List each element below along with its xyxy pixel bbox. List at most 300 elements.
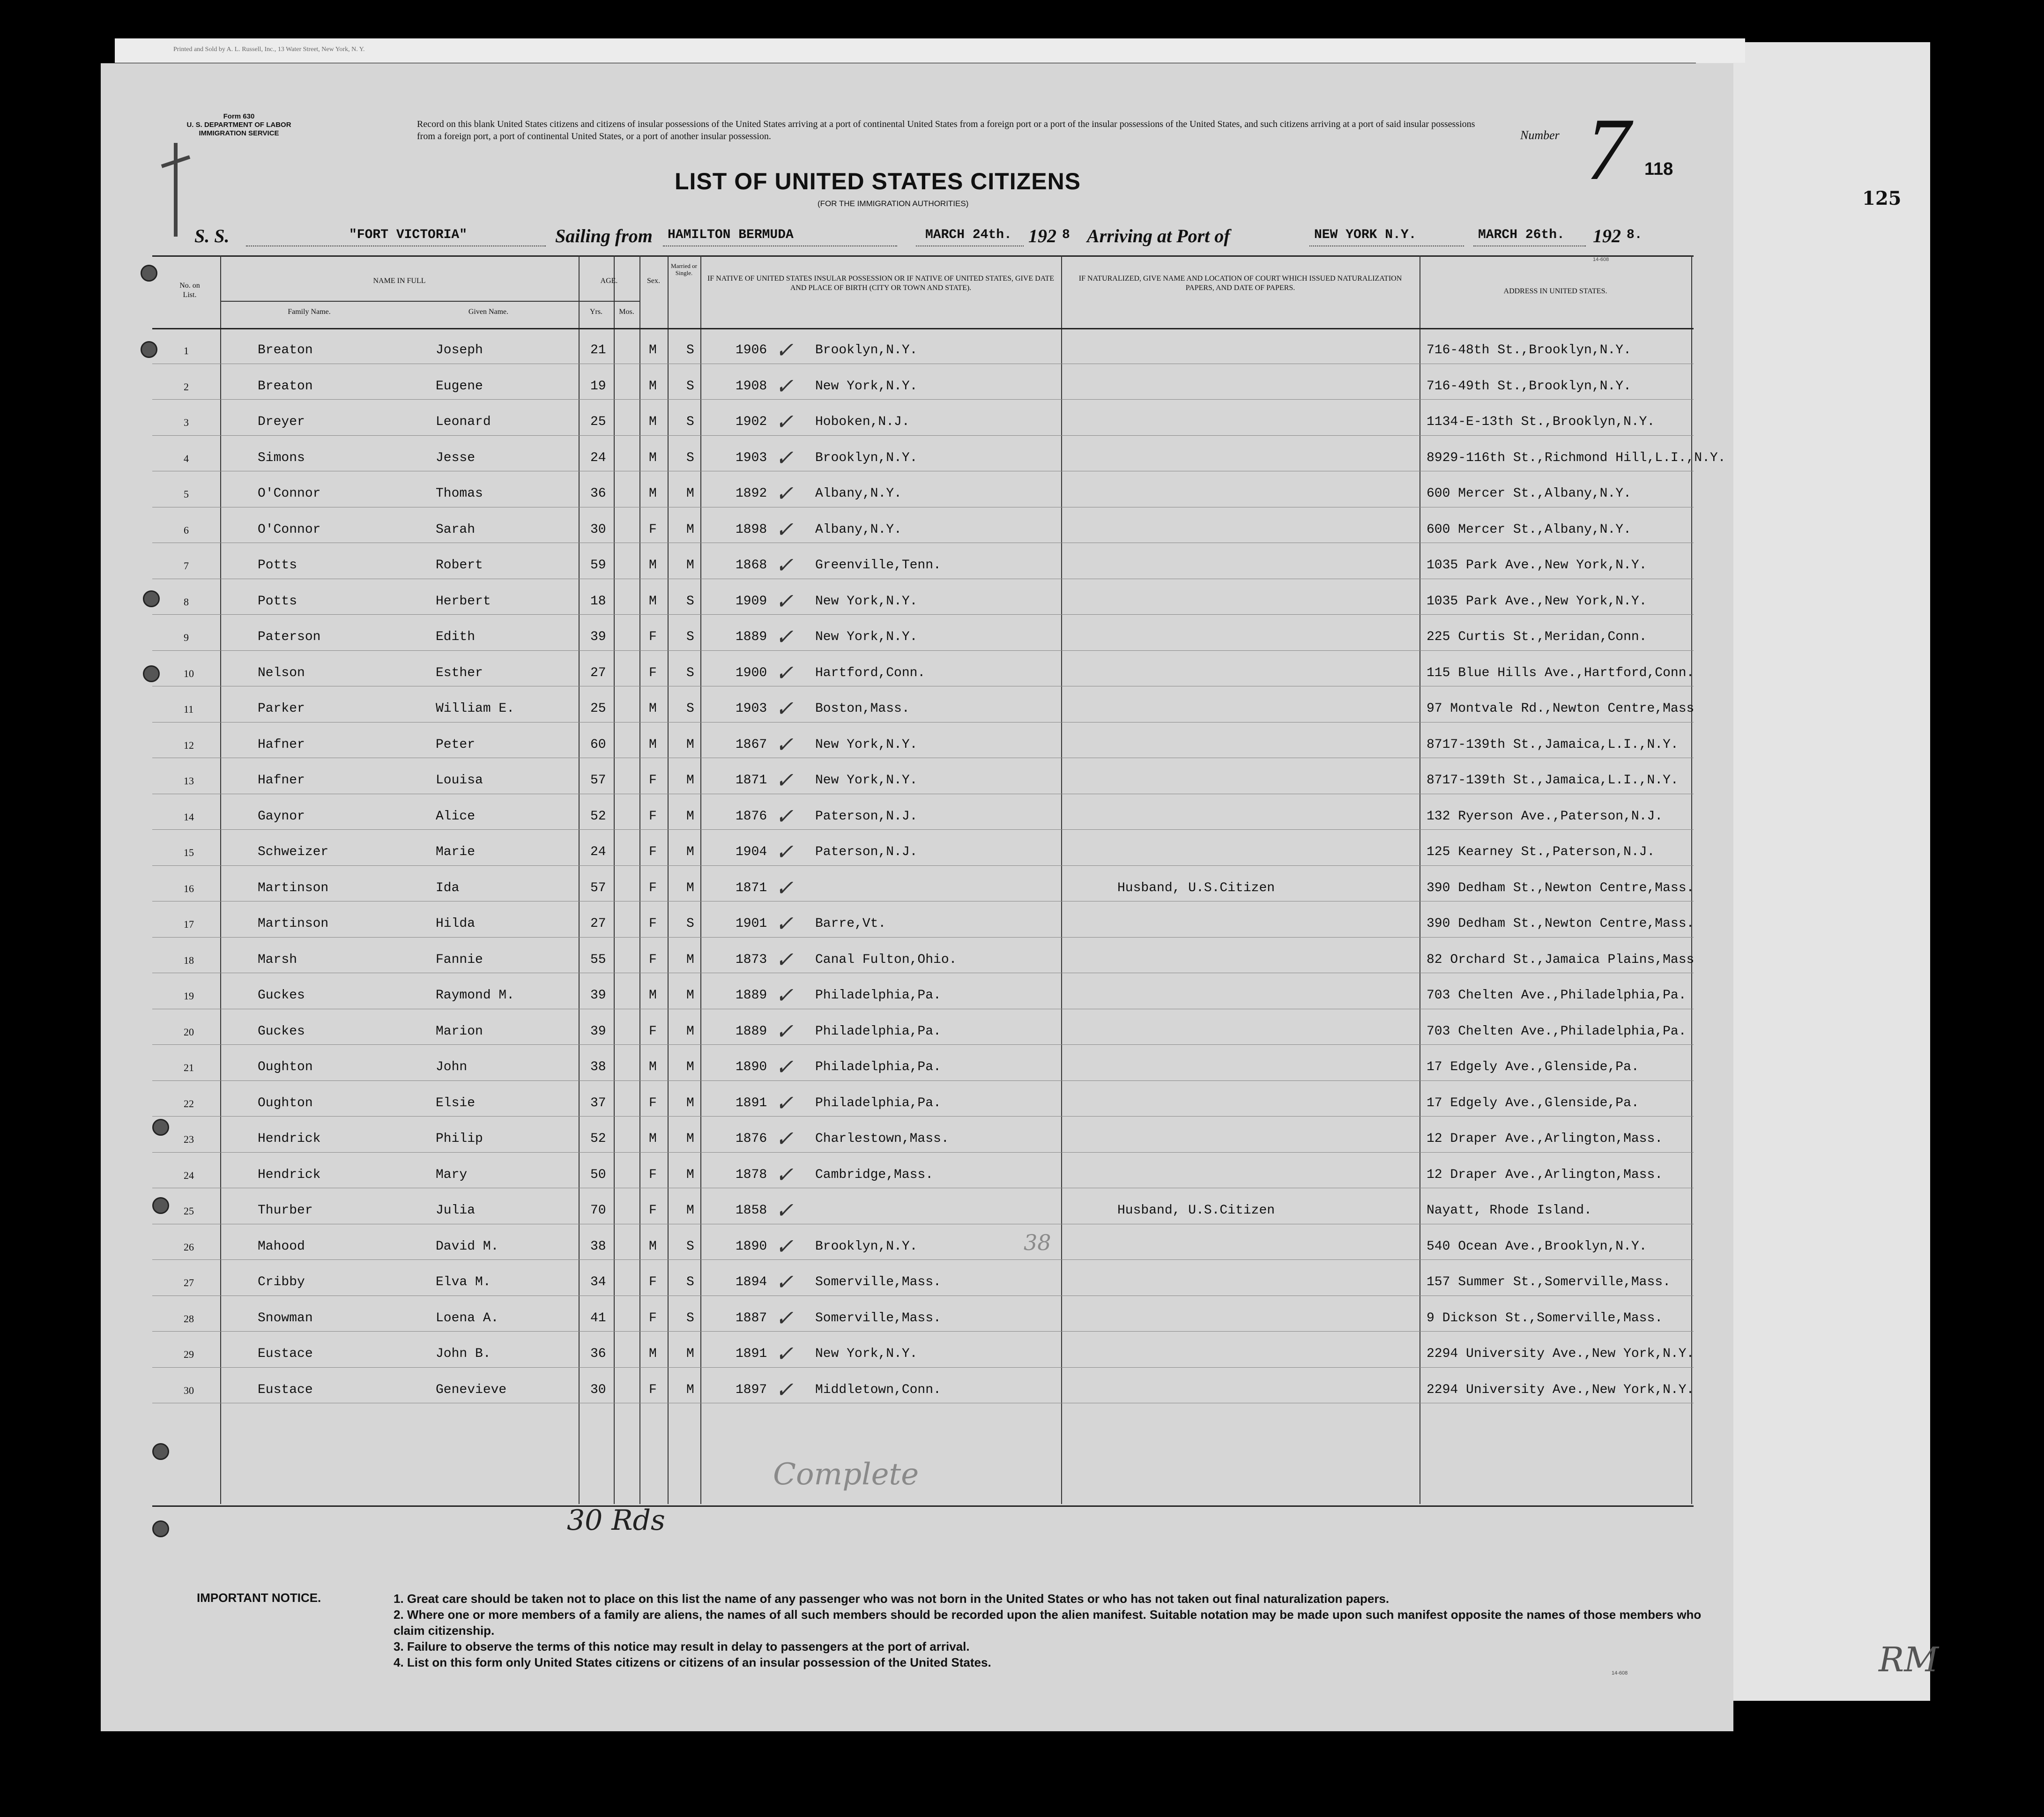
cell-place: New York,N.Y. — [815, 630, 918, 644]
cell-age: 36 — [590, 1347, 606, 1361]
checkmark-icon: ✓ — [775, 445, 794, 470]
cell-sex: M — [649, 379, 657, 394]
punch-hole-icon — [143, 590, 160, 607]
list-page-number: 118 — [1644, 159, 1673, 179]
col-header-yrs: Yrs. — [589, 308, 603, 316]
cell-place: Paterson,N.J. — [815, 809, 918, 824]
cell-age: 27 — [590, 665, 606, 680]
col-header-married: Married or Single. — [671, 262, 697, 276]
cell-no: 2 — [184, 380, 189, 393]
arriving-label: Arriving at Port of — [1087, 225, 1230, 246]
col-header-no: No. on List. — [179, 282, 200, 299]
cell-age: 38 — [590, 1060, 606, 1074]
cell-ms: M — [686, 486, 694, 501]
cell-address: 132 Ryerson Ave.,Paterson,N.J. — [1427, 809, 1663, 824]
table-row — [152, 1081, 1694, 1117]
cell-no: 15 — [184, 847, 194, 858]
cell-age: 34 — [590, 1275, 606, 1289]
cell-given: Sarah — [436, 522, 476, 537]
cell-family: Schweizer — [258, 845, 329, 859]
cell-address: 17 Edgely Ave.,Glenside,Pa. — [1427, 1060, 1639, 1074]
cell-sex: F — [649, 665, 657, 680]
cell-family: Guckes — [258, 1024, 305, 1039]
initials-note: RM — [1879, 1640, 1939, 1679]
table-row — [152, 973, 1694, 1009]
checkmark-icon: ✓ — [775, 731, 794, 757]
cell-year: 1904 — [736, 845, 767, 859]
cell-place: Greenville,Tenn. — [815, 558, 941, 573]
printer-line: Printed and Sold by A. L. Russell, Inc., 13 Water Street, New York, N. Y. — [173, 46, 365, 53]
cell-no: 22 — [184, 1097, 194, 1110]
cell-year: 1890 — [736, 1060, 767, 1074]
department: U. S. DEPARTMENT OF LABOR — [186, 121, 291, 129]
cell-age: 60 — [590, 737, 606, 752]
cell-place: New York,N.Y. — [815, 737, 918, 752]
cell-year: 1871 — [736, 880, 767, 895]
cell-no: 25 — [184, 1205, 194, 1217]
checkmark-icon: ✓ — [775, 1162, 794, 1187]
table-row — [152, 1117, 1694, 1153]
checkmark-icon: ✓ — [775, 552, 794, 578]
cell-sex: F — [649, 845, 657, 859]
cell-no: 18 — [184, 954, 194, 966]
cell-no: 17 — [184, 918, 194, 930]
table-row — [152, 722, 1694, 759]
cell-ms: S — [686, 450, 694, 465]
table-row — [152, 436, 1726, 472]
cell-no: 9 — [184, 632, 189, 643]
cell-year: 1900 — [736, 665, 767, 680]
cell-given: John B. — [436, 1347, 491, 1361]
cell-no: 30 — [184, 1384, 194, 1396]
table-row — [152, 1332, 1694, 1368]
cell-given: Edith — [436, 630, 476, 644]
cell-given: Eugene — [436, 379, 483, 394]
checkmark-icon: ✓ — [775, 337, 794, 363]
cell-sex: M — [649, 701, 657, 716]
cell-family: Martinson — [258, 880, 329, 895]
checkmark-icon: ✓ — [775, 946, 794, 972]
cell-place: Somerville,Mass. — [815, 1275, 941, 1289]
form-identifier — [150, 112, 328, 138]
cell-age: 57 — [590, 880, 606, 895]
cell-year: 1876 — [736, 1132, 767, 1146]
cell-sex: M — [649, 737, 657, 752]
table-row — [152, 579, 1694, 615]
cell-place: New York,N.Y. — [815, 379, 918, 394]
checkmark-icon: ✓ — [775, 1341, 794, 1366]
checkmark-icon: ✓ — [775, 624, 794, 649]
margin-note: 38 — [1024, 1230, 1051, 1255]
checkmark-icon: ✓ — [775, 1377, 794, 1402]
cell-address: 1035 Park Ave.,New York,N.Y. — [1427, 594, 1647, 609]
cell-age: 37 — [590, 1095, 606, 1110]
table-row — [152, 400, 1694, 436]
cell-age: 39 — [590, 988, 606, 1003]
cell-age: 19 — [590, 379, 606, 394]
cell-ms: M — [686, 845, 694, 859]
cell-sex: F — [649, 1275, 657, 1289]
col-header-family: Family Name. — [288, 308, 331, 316]
number-value: 7 — [1586, 100, 1630, 199]
cell-place: Hoboken,N.J. — [815, 415, 910, 429]
cell-place: Philadelphia,Pa. — [815, 1024, 941, 1039]
cell-given: Philip — [436, 1132, 483, 1146]
col-header-naturalized: IF NATURALIZED, GIVE NAME AND LOCATION OF COURT WHICH ISSUED NATURALIZATION PAPERS, AND DATE OF PAPERS. — [1078, 275, 1402, 292]
table-row — [152, 686, 1694, 722]
cell-ms: S — [686, 415, 694, 429]
cell-year: 1889 — [736, 988, 767, 1003]
cell-ms: S — [686, 594, 694, 609]
table-row — [152, 615, 1694, 651]
year-suffix-2: 8. — [1627, 228, 1643, 242]
cell-place: Philadelphia,Pa. — [815, 1095, 941, 1110]
cell-age: 24 — [590, 845, 606, 859]
cell-family: Mahood — [258, 1239, 305, 1254]
checkmark-icon: ✓ — [775, 1018, 794, 1044]
cell-age: 39 — [590, 1024, 606, 1039]
cell-naturalized: Husband, U.S.Citizen — [1117, 880, 1275, 895]
cell-given: Louisa — [436, 773, 483, 788]
cell-place: Brooklyn,N.Y. — [815, 343, 918, 357]
checkmark-icon: ✓ — [775, 911, 794, 936]
cell-age: 41 — [590, 1311, 606, 1326]
cell-address: 703 Chelten Ave.,Philadelphia,Pa. — [1427, 988, 1687, 1003]
cell-family: Hendrick — [258, 1167, 321, 1182]
cell-given: Hilda — [436, 916, 476, 931]
cell-no: 5 — [184, 488, 189, 500]
cell-no: 3 — [184, 417, 189, 428]
cell-address: 12 Draper Ave.,Arlington,Mass. — [1427, 1132, 1663, 1146]
notice-item: 4. List on this form only United States citizens or citizens of an insular possession of the United States. — [394, 1655, 991, 1669]
table-row — [152, 1188, 1694, 1224]
cell-ms: S — [686, 701, 694, 716]
cell-sex: F — [649, 773, 657, 788]
cell-year: 1891 — [736, 1095, 767, 1110]
cell-ms: S — [686, 379, 694, 394]
cell-family: Martinson — [258, 916, 329, 931]
cell-age: 52 — [590, 1132, 606, 1146]
table-row — [152, 1224, 1694, 1260]
cell-year: 1871 — [736, 773, 767, 788]
notice-heading: IMPORTANT NOTICE. — [197, 1591, 321, 1605]
ship-name: "FORT VICTORIA" — [349, 228, 468, 242]
cell-address: 82 Orchard St.,Jamaica Plains,Mass — [1427, 952, 1695, 967]
cell-address: 1035 Park Ave.,New York,N.Y. — [1427, 558, 1647, 573]
cell-family: Dreyer — [258, 415, 305, 429]
cell-given: David M. — [436, 1239, 499, 1254]
cell-family: Simons — [258, 450, 305, 465]
cell-sex: M — [649, 1060, 657, 1074]
cell-address: 8717-139th St.,Jamaica,L.I.,N.Y. — [1427, 737, 1679, 752]
cell-age: 27 — [590, 916, 606, 931]
cell-given: Joseph — [436, 343, 483, 357]
form-number: Form 630 — [223, 112, 255, 120]
year-prefix-2: 192 — [1593, 225, 1621, 246]
service: IMMIGRATION SERVICE — [199, 129, 279, 137]
cell-no: 24 — [184, 1169, 194, 1181]
cell-year: 1887 — [736, 1311, 767, 1326]
cell-age: 18 — [590, 594, 606, 609]
cell-family: Thurber — [258, 1203, 313, 1218]
cell-year: 1894 — [736, 1275, 767, 1289]
cell-ms: M — [686, 809, 694, 824]
arrival-date: MARCH 26th. — [1478, 228, 1565, 242]
arrival-port: NEW YORK N.Y. — [1314, 228, 1417, 242]
checkmark-icon: ✓ — [775, 516, 794, 542]
cell-ms: M — [686, 1060, 694, 1074]
table-row — [152, 1368, 1694, 1404]
cell-no: 4 — [184, 452, 189, 464]
cell-year: 1873 — [736, 952, 767, 967]
checkmark-icon: ✓ — [775, 803, 794, 829]
cell-address: 12 Draper Ave.,Arlington,Mass. — [1427, 1167, 1663, 1182]
cell-family: Paterson — [258, 630, 321, 644]
cell-sex: F — [649, 522, 657, 537]
cell-sex: F — [649, 1095, 657, 1110]
cell-no: 29 — [184, 1348, 194, 1360]
cell-family: Eustace — [258, 1347, 313, 1361]
cell-given: John — [436, 1060, 468, 1074]
cell-place: New York,N.Y. — [815, 1347, 918, 1361]
cell-family: O'Connor — [258, 522, 321, 537]
checkmark-icon: ✓ — [775, 481, 794, 506]
cell-address: 2294 University Ave.,New York,N.Y. — [1427, 1382, 1695, 1397]
cell-family: Nelson — [258, 665, 305, 680]
cell-sex: M — [649, 1239, 657, 1254]
cell-sex: M — [649, 415, 657, 429]
cell-address: 17 Edgely Ave.,Glenside,Pa. — [1427, 1095, 1639, 1110]
cell-place: Brooklyn,N.Y. — [815, 450, 918, 465]
cell-age: 39 — [590, 630, 606, 644]
cell-no: 7 — [184, 560, 189, 572]
cell-year: 1903 — [736, 701, 767, 716]
cell-address: 716-48th St.,Brooklyn,N.Y. — [1427, 343, 1631, 357]
cell-family: Potts — [258, 558, 297, 573]
cell-year: 1890 — [736, 1239, 767, 1254]
checkmark-icon: ✓ — [775, 660, 794, 685]
cell-family: Oughton — [258, 1060, 313, 1074]
table-row — [152, 1009, 1694, 1045]
checkmark-icon: ✓ — [775, 409, 794, 434]
cell-sex: M — [649, 1132, 657, 1146]
cell-year: 1889 — [736, 630, 767, 644]
cell-address: 225 Curtis St.,Meridan,Conn. — [1427, 630, 1647, 644]
cell-sex: M — [649, 988, 657, 1003]
cell-given: Peter — [436, 737, 476, 752]
cell-address: 716-49th St.,Brooklyn,N.Y. — [1427, 379, 1631, 394]
cell-sex: M — [649, 1347, 657, 1361]
cell-ms: S — [686, 630, 694, 644]
cell-given: Loena A. — [436, 1311, 499, 1326]
cell-address: 600 Mercer St.,Albany,N.Y. — [1427, 486, 1631, 501]
col-header-address: ADDRESS IN UNITED STATES. — [1503, 287, 1607, 295]
cell-sex: M — [649, 450, 657, 465]
table-row — [152, 866, 1694, 902]
ss-label: S. S. — [194, 225, 230, 246]
cell-year: 1902 — [736, 415, 767, 429]
table-row — [152, 651, 1694, 687]
cell-ms: M — [686, 1024, 694, 1039]
cell-ms: M — [686, 1347, 694, 1361]
cell-sex: F — [649, 630, 657, 644]
checkmark-icon: ✓ — [775, 983, 794, 1008]
cell-place: New York,N.Y. — [815, 594, 918, 609]
checkmark-icon: ✓ — [775, 1269, 794, 1295]
cell-age: 57 — [590, 773, 606, 788]
cell-year: 1889 — [736, 1024, 767, 1039]
cell-given: Ida — [436, 880, 460, 895]
cell-sex: F — [649, 809, 657, 824]
cell-no: 23 — [184, 1133, 194, 1145]
cell-year: 1858 — [736, 1203, 767, 1218]
cell-age: 36 — [590, 486, 606, 501]
checkmark-icon: ✓ — [775, 1126, 794, 1151]
cell-family: Breaton — [258, 379, 313, 394]
cell-age: 30 — [590, 1382, 606, 1397]
cell-given: Alice — [436, 809, 476, 824]
year-prefix-1: 192 — [1028, 225, 1056, 246]
page-title: LIST OF UNITED STATES CITIZENS — [675, 168, 1081, 194]
cell-ms: M — [686, 737, 694, 752]
signature-note: Complete — [773, 1457, 919, 1492]
cell-age: 59 — [590, 558, 606, 573]
cell-place: Boston,Mass. — [815, 701, 910, 716]
punch-hole-icon — [152, 1197, 169, 1214]
cell-naturalized: Husband, U.S.Citizen — [1117, 1203, 1275, 1218]
cell-no: 11 — [184, 703, 194, 715]
cell-family: Cribby — [258, 1275, 305, 1289]
cell-year: 1867 — [736, 737, 767, 752]
form-code-bottom: 14-608 — [1612, 1670, 1628, 1676]
number-label: Number — [1520, 128, 1560, 142]
checkmark-icon: ✓ — [775, 588, 794, 614]
cell-given: Jesse — [436, 450, 476, 465]
cell-family: Hendrick — [258, 1132, 321, 1146]
table-row — [152, 758, 1694, 794]
punch-hole-icon — [141, 265, 157, 282]
cell-ms: M — [686, 1095, 694, 1110]
cell-ms: M — [686, 988, 694, 1003]
cell-ms: S — [686, 343, 694, 357]
cell-sex: F — [649, 916, 657, 931]
cell-address: 600 Mercer St.,Albany,N.Y. — [1427, 522, 1631, 537]
cell-no: 14 — [184, 811, 194, 823]
notice-item: 2. Where one or more members of a family are aliens, the names of all such members should be recorded upon the alien manifest. Suitable notation may be made upon such manifest opposite the names of those members who claim citizenship. — [394, 1608, 1702, 1638]
cell-ms: M — [686, 1132, 694, 1146]
cell-address: 8717-139th St.,Jamaica,L.I.,N.Y. — [1427, 773, 1679, 788]
cell-age: 50 — [590, 1167, 606, 1182]
cell-age: 30 — [590, 522, 606, 537]
cell-given: William E. — [436, 701, 515, 716]
cell-ms: M — [686, 522, 694, 537]
cell-given: Marion — [436, 1024, 483, 1039]
table-row — [152, 328, 1694, 364]
table-row — [152, 901, 1694, 938]
col-header-birth: IF NATIVE OF UNITED STATES INSULAR POSSESSION OR IF NATIVE OF UNITED STATES, GIVE DATE AND PLACE OF BIRTH (CITY OR TOWN AND STATE). — [707, 275, 1055, 292]
pencil-mark-icon — [157, 138, 194, 241]
cell-family: Snowman — [258, 1311, 313, 1326]
cell-family: Hafner — [258, 773, 305, 788]
voyage-line — [194, 220, 1680, 248]
cell-year: 1878 — [736, 1167, 767, 1182]
cell-given: Esther — [436, 665, 483, 680]
cell-place: Philadelphia,Pa. — [815, 1060, 941, 1074]
col-header-age: AGE. — [600, 277, 618, 285]
cell-ms: M — [686, 773, 694, 788]
cell-year: 1868 — [736, 558, 767, 573]
col-header-sex: Sex. — [647, 277, 660, 285]
table-row — [152, 1153, 1694, 1189]
cell-age: 24 — [590, 450, 606, 465]
cell-sex: F — [649, 1203, 657, 1218]
table-row — [152, 1296, 1694, 1332]
cell-given: Fannie — [436, 952, 483, 967]
col-header-name: NAME IN FULL — [373, 277, 426, 285]
table-row — [152, 364, 1694, 400]
cell-given: Elva M. — [436, 1275, 491, 1289]
cell-sex: M — [649, 594, 657, 609]
cell-ms: S — [686, 1275, 694, 1289]
checkmark-icon: ✓ — [775, 373, 794, 399]
cell-address: 2294 University Ave.,New York,N.Y. — [1427, 1347, 1695, 1361]
cell-address: 9 Dickson St.,Somerville,Mass. — [1427, 1311, 1663, 1326]
cell-place: Albany,N.Y. — [815, 486, 902, 501]
cell-place: Albany,N.Y. — [815, 522, 902, 537]
cell-given: Elsie — [436, 1095, 476, 1110]
cell-year: 1908 — [736, 379, 767, 394]
cell-address: 8929-116th St.,Richmond Hill,L.I.,N.Y. — [1427, 450, 1726, 465]
cell-age: 38 — [590, 1239, 606, 1254]
cell-no: 19 — [184, 990, 194, 1002]
checkmark-icon: ✓ — [775, 1233, 794, 1259]
cell-address: 390 Dedham St.,Newton Centre,Mass. — [1427, 916, 1695, 931]
cell-place: Charlestown,Mass. — [815, 1132, 949, 1146]
cell-ms: S — [686, 1311, 694, 1326]
cell-address: 390 Dedham St.,Newton Centre,Mass. — [1427, 880, 1695, 895]
punch-hole-icon — [152, 1443, 169, 1460]
checkmark-icon: ✓ — [775, 1198, 794, 1223]
cell-no: 12 — [184, 739, 194, 751]
intro-text: Record on this blank United States citizens and citizens of insular possessions of the United States arriving at a port of continental United States from a foreign port or a port of the insular possessions of the United States, and such citizens arriving at a port of said insular possessions from a foreign port, a port of continental United States, or a port of another insular possession. — [417, 119, 1475, 141]
cell-no: 6 — [184, 524, 189, 536]
cell-year: 1903 — [736, 450, 767, 465]
cell-given: Mary — [436, 1167, 468, 1182]
cell-sex: M — [649, 343, 657, 357]
cell-given: Genevieve — [436, 1382, 507, 1397]
header-divider — [220, 301, 639, 302]
table-row — [152, 938, 1694, 974]
table-row — [152, 830, 1694, 866]
cell-given: Julia — [436, 1203, 476, 1218]
cell-ms: S — [686, 916, 694, 931]
cell-family: Breaton — [258, 343, 313, 357]
important-notice — [197, 1591, 1715, 1670]
cell-no: 27 — [184, 1277, 194, 1288]
cell-sex: F — [649, 1382, 657, 1397]
cell-given: Robert — [436, 558, 483, 573]
table-row — [152, 507, 1694, 544]
cell-given: Herbert — [436, 594, 491, 609]
form-code-top: 14-608 — [1593, 257, 1609, 262]
sailing-from: HAMILTON BERMUDA — [668, 228, 794, 242]
cell-place: Canal Fulton,Ohio. — [815, 952, 957, 967]
cell-place: Brooklyn,N.Y. — [815, 1239, 918, 1254]
checkmark-icon: ✓ — [775, 1054, 794, 1080]
cell-address: 97 Montvale Rd.,Newton Centre,Mass — [1427, 701, 1695, 716]
cell-family: Eustace — [258, 1382, 313, 1397]
cell-place: Barre,Vt. — [815, 916, 886, 931]
